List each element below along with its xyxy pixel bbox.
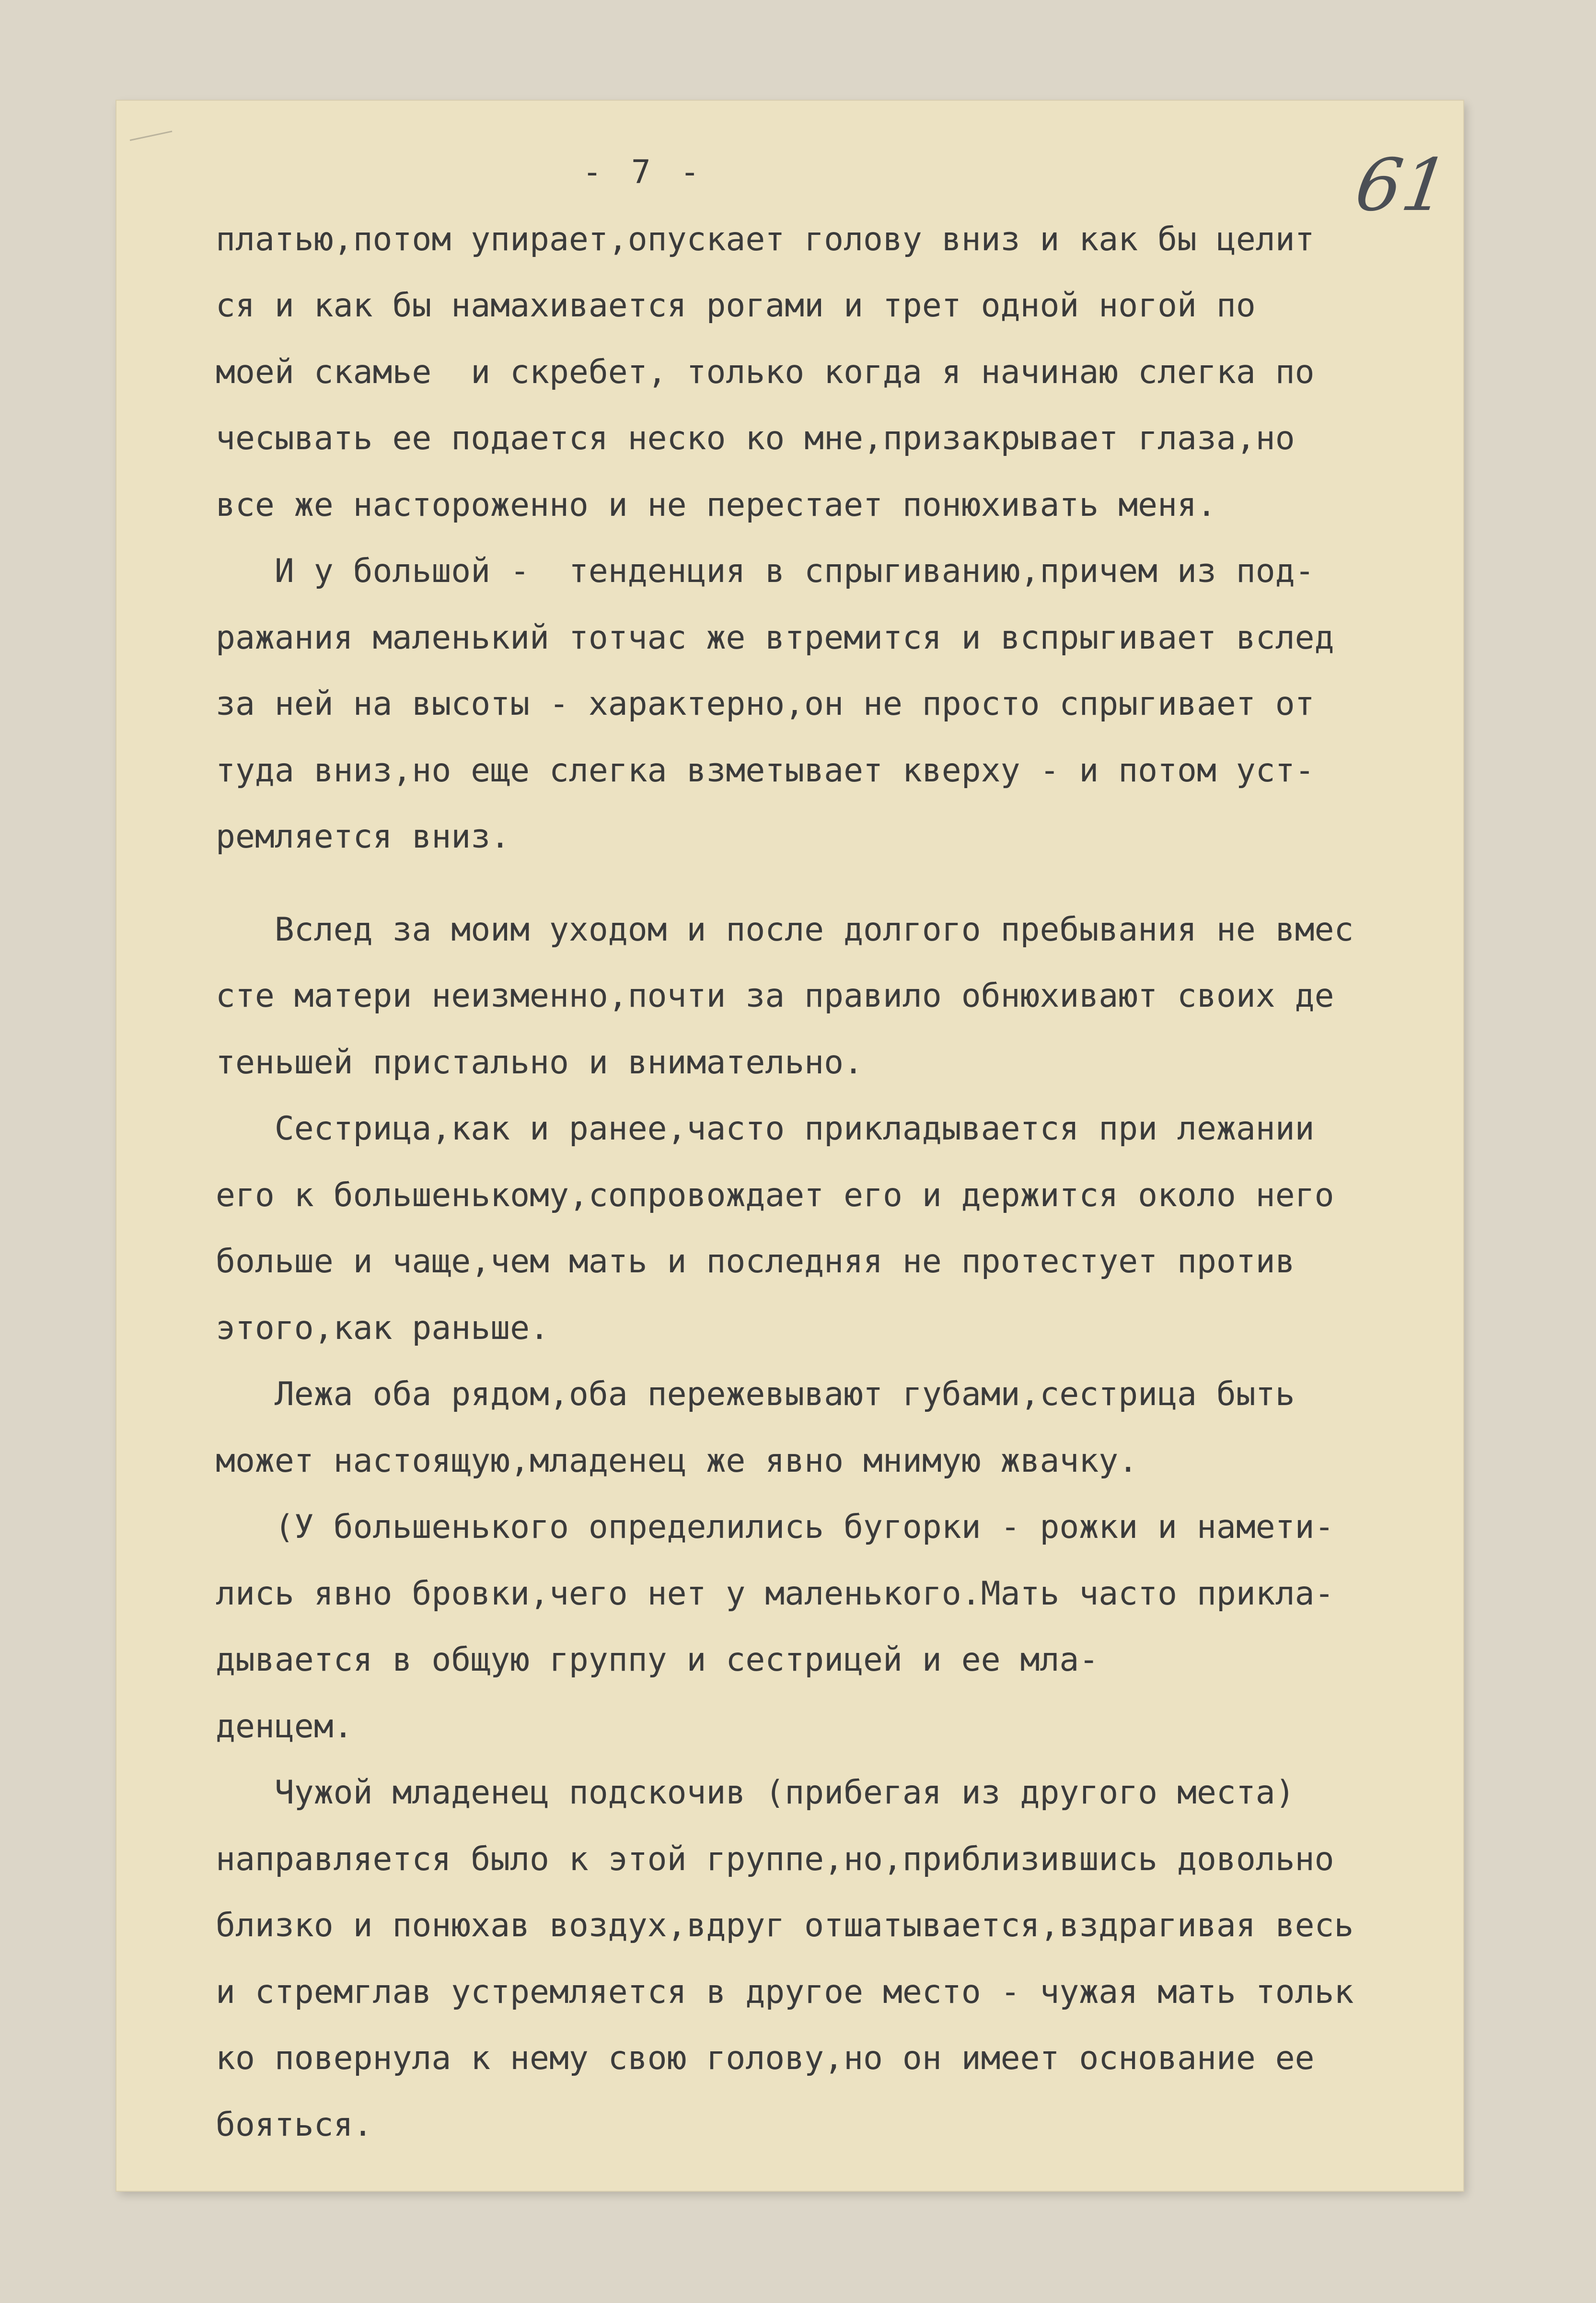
text-line: Лежа оба рядом,оба пережевывают губами,сестрица быть — [216, 1375, 1295, 1413]
text-line: этого,как раньше. — [216, 1309, 549, 1347]
text-line: ся и как бы намахивается рогами и трет одной ногой по — [216, 287, 1256, 325]
text-line: и стремглав устремляется в другое место - чужая мать тольк — [216, 1973, 1354, 2011]
text-line: бояться. — [216, 2106, 373, 2144]
text-line: сте матери неизменно,почти за правило обнюхивают своих де — [216, 977, 1334, 1015]
text-line: денцем. — [216, 1708, 353, 1745]
text-line: Сестрица,как и ранее,часто прикладывается при лежании — [216, 1110, 1315, 1148]
text-line: ремляется вниз. — [216, 818, 510, 856]
text-line: Вслед за моим уходом и после долгого пребывания не вмес — [216, 911, 1354, 949]
text-line: его к большенькому,сопровождает его и держится около него — [216, 1176, 1334, 1214]
text-line: лись явно бровки,чего нет у маленького.Мать часто прикла- — [216, 1575, 1334, 1613]
text-line: платью,потом упирает,опускает голову вниз и как бы целит — [216, 221, 1315, 258]
text-line: направляется было к этой группе,но,приблизившись довольно — [216, 1840, 1334, 1878]
text-line: моей скамье и скребет, только когда я начинаю слегка по — [216, 353, 1315, 391]
folio-number: 61 — [1350, 144, 1454, 227]
text-line: И у большой - тенденция в спрыгиванию,причем из под- — [216, 552, 1315, 590]
text-line: все же настороженно и не перестает понюхивать меня. — [216, 486, 1216, 524]
text-line: за ней на высоты - характерно,он не просто спрыгивает от — [216, 685, 1315, 723]
text-line: может настоящую,младенец же явно мнимую жвачку. — [216, 1442, 1138, 1480]
text-line: ражания маленький тотчас же втремится и вспрыгивает вслед — [216, 619, 1334, 657]
text-line: теньшей пристально и внимательно. — [216, 1044, 864, 1082]
text-line: больше и чаще,чем мать и последняя не протестует против — [216, 1243, 1295, 1280]
text-line: туда вниз,но еще слегка взметывает кверху - и потом уст- — [216, 752, 1315, 790]
text-line: дывается в общую группу и сестрицей и ее мла- — [216, 1641, 1099, 1679]
text-line: ко повернула к нему свою голову,но он имеет основание ее — [216, 2039, 1315, 2077]
text-line: чесывать ее подается неско ко мне,призакрывает глаза,но — [216, 419, 1295, 457]
text-line: (У большенького определились бугорки - рожки и намети- — [216, 1508, 1334, 1546]
page-number: - 7 - — [582, 153, 705, 191]
text-line: близко и понюхав воздух,вдруг отшатывается,вздрагивая весь — [216, 1907, 1354, 1944]
text-line: Чужой младенец подскочив (прибегая из другого места) — [216, 1774, 1295, 1812]
